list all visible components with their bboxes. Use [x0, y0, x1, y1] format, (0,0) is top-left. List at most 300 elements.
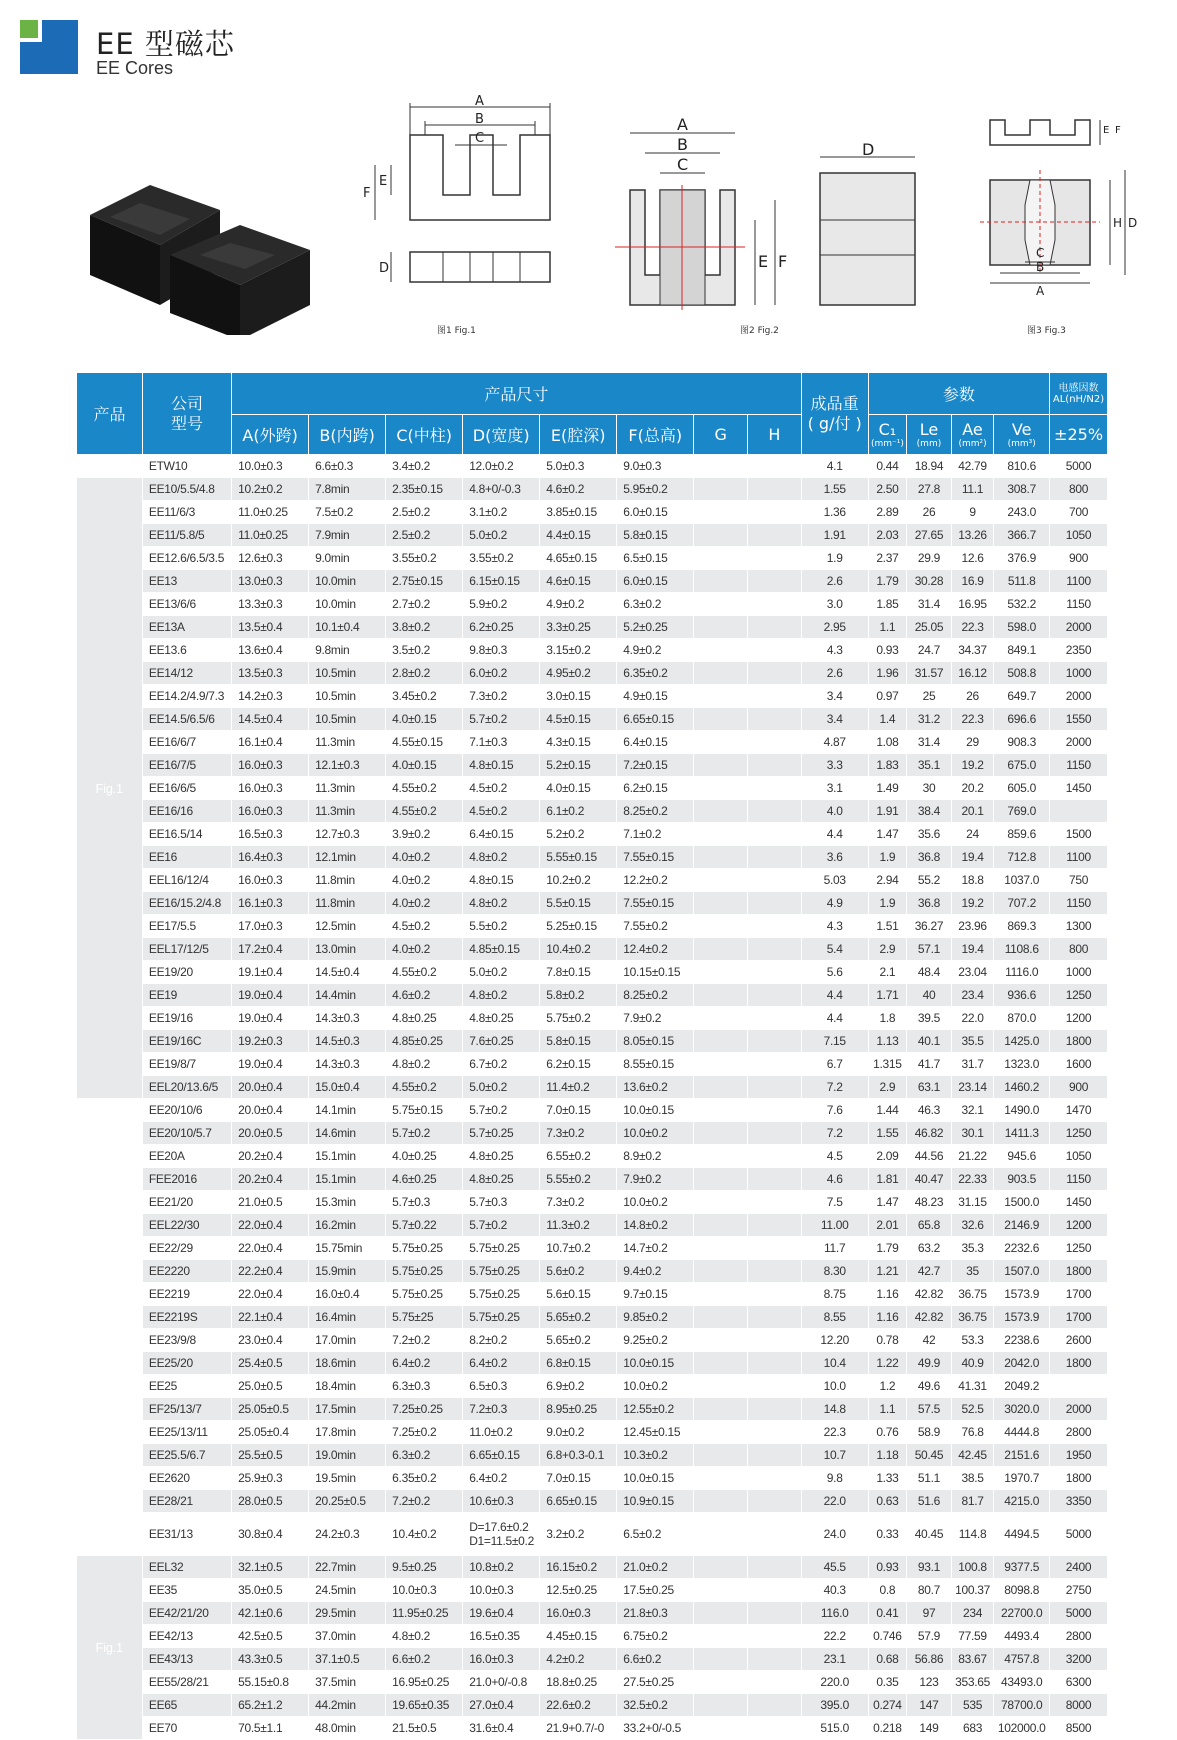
table-cell: 1150: [1050, 754, 1108, 777]
table-cell: 6.0±0.15: [617, 570, 694, 593]
table-row: [77, 478, 1108, 501]
table-cell: [694, 1671, 748, 1694]
table-cell: [748, 1076, 802, 1099]
table-cell: EE2620: [142, 1467, 231, 1490]
table-cell: [694, 708, 748, 731]
table-cell: 508.8: [994, 662, 1050, 685]
fig3-dim-f: F: [1115, 125, 1121, 136]
table-cell: EE20/10/5.7: [142, 1122, 231, 1145]
table-cell: [694, 915, 748, 938]
table-cell: 9.8±0.3: [463, 639, 540, 662]
table-cell: 20.0±0.5: [232, 1122, 309, 1145]
col-d: D(宽度): [463, 415, 540, 455]
table-cell: [694, 823, 748, 846]
table-cell: 9.0±0.2: [540, 1421, 617, 1444]
col-e: E(腔深): [540, 415, 617, 455]
table-cell: [694, 1648, 748, 1671]
table-cell: EE35: [142, 1579, 231, 1602]
table-cell: 2000: [1050, 1398, 1108, 1421]
table-cell: 3.1: [801, 777, 868, 800]
table-cell: 14.3±0.3: [309, 1007, 386, 1030]
table-cell: EE19/8/7: [142, 1053, 231, 1076]
table-cell: 4.3±0.15: [540, 731, 617, 754]
table-cell: 49.6: [907, 1375, 952, 1398]
table-cell: [748, 1694, 802, 1717]
table-cell: 1800: [1050, 1467, 1108, 1490]
fig3-dim-d: D: [1128, 216, 1138, 230]
table-cell: 32.1±0.5: [232, 1556, 309, 1579]
table-cell: [694, 1717, 748, 1740]
table-cell: EE22/29: [142, 1237, 231, 1260]
page-subtitle: EE Cores: [96, 58, 174, 78]
table-cell: 16.15±0.2: [540, 1556, 617, 1579]
table-cell: [748, 754, 802, 777]
table-cell: 4.5±0.15: [540, 708, 617, 731]
table-cell: 12.2±0.2: [617, 869, 694, 892]
table-cell: 4.55±0.2: [386, 777, 463, 800]
table-cell: 32.1: [951, 1099, 994, 1122]
fig3-dim-c: C: [1036, 246, 1045, 260]
table-cell: 5.7±0.2: [463, 708, 540, 731]
table-cell: EE14.5/6.5/6: [142, 708, 231, 731]
table-cell: 10.7: [801, 1444, 868, 1467]
fig3-dim-b: B: [1036, 260, 1045, 274]
table-cell: [748, 1007, 802, 1030]
table-cell: 0.93: [868, 639, 907, 662]
table-cell: 11.3±0.2: [540, 1214, 617, 1237]
table-cell: 1573.9: [994, 1283, 1050, 1306]
table-cell: [748, 1352, 802, 1375]
table-cell: 7.6±0.25: [463, 1030, 540, 1053]
table-cell: 20.1: [951, 800, 994, 823]
table-cell: 6.1±0.2: [540, 800, 617, 823]
table-cell: 2.9: [868, 1076, 907, 1099]
table-cell: 2146.9: [994, 1214, 1050, 1237]
table-cell: 19.4: [951, 846, 994, 869]
table-cell: 21.0±0.2: [617, 1556, 694, 1579]
table-row: [77, 984, 1108, 1007]
table-cell: 35.5: [951, 1030, 994, 1053]
table-cell: 22.0: [801, 1490, 868, 1513]
table-cell: 4.0±0.2: [386, 938, 463, 961]
table-cell: 17.8min: [309, 1421, 386, 1444]
table-cell: 14.5±0.4: [232, 708, 309, 731]
table-cell: 3.4: [801, 708, 868, 731]
table-cell: 4.85±0.15: [463, 938, 540, 961]
table-row: [77, 731, 1108, 754]
table-cell: 25.05±0.4: [232, 1421, 309, 1444]
table-cell: 11.8min: [309, 869, 386, 892]
table-cell: 1100: [1050, 570, 1108, 593]
table-cell: 5.5±0.2: [463, 915, 540, 938]
table-cell: 30.1: [951, 1122, 994, 1145]
table-cell: 25.5±0.5: [232, 1444, 309, 1467]
table-cell: 2.09: [868, 1145, 907, 1168]
table-cell: 23.4: [951, 984, 994, 1007]
table-cell: 63.2: [907, 1237, 952, 1260]
table-cell: 6.5±0.2: [617, 1513, 694, 1556]
table-cell: EE11/5.8/5: [142, 524, 231, 547]
fig1-drawing: [355, 95, 555, 305]
page-title: EE 型磁芯: [96, 27, 235, 61]
table-cell: 3.55±0.2: [463, 547, 540, 570]
table-cell: 77.59: [951, 1625, 994, 1648]
table-cell: [694, 1556, 748, 1579]
table-cell: 17.2±0.4: [232, 938, 309, 961]
table-cell: 50.45: [907, 1444, 952, 1467]
table-cell: [694, 1329, 748, 1352]
table-cell: 532.2: [994, 593, 1050, 616]
table-cell: 4.8+0/-0.3: [463, 478, 540, 501]
table-cell: 16.5±0.3: [232, 823, 309, 846]
table-cell: 10.5min: [309, 708, 386, 731]
figure-ref-cell: Fig.1: [77, 1556, 143, 1740]
table-cell: [1050, 800, 1108, 823]
table-cell: 81.7: [951, 1490, 994, 1513]
table-cell: 10.6±0.3: [463, 1490, 540, 1513]
table-cell: [694, 501, 748, 524]
table-cell: 2750: [1050, 1579, 1108, 1602]
table-cell: 2151.6: [994, 1444, 1050, 1467]
table-cell: [748, 1306, 802, 1329]
table-cell: 15.9min: [309, 1260, 386, 1283]
table-cell: 870.0: [994, 1007, 1050, 1030]
table-cell: 6.6±0.3: [309, 455, 386, 478]
table-cell: 4.87: [801, 731, 868, 754]
table-cell: 849.1: [994, 639, 1050, 662]
col-h: H: [748, 415, 802, 455]
table-cell: 5.75±0.15: [386, 1099, 463, 1122]
table-cell: EE25/13/11: [142, 1421, 231, 1444]
table-cell: 2.37: [868, 547, 907, 570]
table-cell: 1600: [1050, 1053, 1108, 1076]
col-f: F(总高): [617, 415, 694, 455]
table-cell: [694, 754, 748, 777]
table-cell: 10.7±0.2: [540, 1237, 617, 1260]
table-row: [77, 1602, 1108, 1625]
table-cell: 16.95: [951, 593, 994, 616]
table-cell: 5.75±25: [386, 1306, 463, 1329]
table-cell: 1573.9: [994, 1306, 1050, 1329]
table-cell: 21.9+0.7/-0: [540, 1717, 617, 1740]
table-cell: 12.55±0.2: [617, 1398, 694, 1421]
table-cell: 3.3: [801, 754, 868, 777]
table-cell: 31.15: [951, 1191, 994, 1214]
brand-logo: [20, 20, 78, 74]
table-cell: 114.8: [951, 1513, 994, 1556]
table-cell: [694, 616, 748, 639]
table-cell: 4.55±0.2: [386, 800, 463, 823]
table-cell: 5.75±0.25: [386, 1260, 463, 1283]
table-cell: 83.67: [951, 1648, 994, 1671]
fig3-dim-a: A: [1036, 284, 1045, 298]
table-cell: 8.95±0.25: [540, 1398, 617, 1421]
table-cell: 19.0min: [309, 1444, 386, 1467]
table-cell: 3.15±0.2: [540, 639, 617, 662]
table-cell: 395.0: [801, 1694, 868, 1717]
table-cell: 8.25±0.2: [617, 984, 694, 1007]
table-cell: 42.5±0.5: [232, 1625, 309, 1648]
col-group-params: 参数: [868, 373, 1049, 415]
table-cell: 9.5±0.25: [386, 1556, 463, 1579]
table-cell: [694, 1490, 748, 1513]
table-cell: 20.2±0.4: [232, 1168, 309, 1191]
table-cell: 869.3: [994, 915, 1050, 938]
table-cell: 6.0±0.15: [617, 501, 694, 524]
table-cell: 0.63: [868, 1490, 907, 1513]
table-cell: D=17.6±0.2 D1=11.5±0.2: [463, 1513, 540, 1556]
table-cell: 750: [1050, 869, 1108, 892]
table-cell: [694, 639, 748, 662]
table-row: [77, 892, 1108, 915]
table-cell: 6.7: [801, 1053, 868, 1076]
table-cell: 51.6: [907, 1490, 952, 1513]
table-cell: 4.8±0.2: [463, 892, 540, 915]
table-cell: 908.3: [994, 731, 1050, 754]
table-cell: EF25/13/7: [142, 1398, 231, 1421]
table-cell: 23.1: [801, 1648, 868, 1671]
table-cell: [694, 1398, 748, 1421]
table-cell: 8.25±0.2: [617, 800, 694, 823]
table-cell: 27.65: [907, 524, 952, 547]
table-cell: 10.5min: [309, 662, 386, 685]
table-body: [77, 455, 1108, 1740]
table-cell: 5.7±0.2: [463, 1099, 540, 1122]
table-cell: EE12.6/6.5/3.5: [142, 547, 231, 570]
table-cell: 5.0±0.3: [540, 455, 617, 478]
table-row: [77, 823, 1108, 846]
col-le-unit: (mm): [916, 439, 942, 449]
table-cell: 1.51: [868, 915, 907, 938]
table-cell: 16.0±0.3: [232, 800, 309, 823]
table-cell: 2000: [1050, 616, 1108, 639]
table-cell: [748, 1145, 802, 1168]
table-cell: 353.65: [951, 1671, 994, 1694]
table-cell: 4.8±0.25: [386, 1007, 463, 1030]
table-row: [77, 1007, 1108, 1030]
table-cell: EE13: [142, 570, 231, 593]
table-cell: 1.08: [868, 731, 907, 754]
table-row: [77, 1099, 1108, 1122]
table-cell: 18.4min: [309, 1375, 386, 1398]
table-row: [77, 616, 1108, 639]
table-cell: 25.0±0.5: [232, 1375, 309, 1398]
table-cell: 19.5min: [309, 1467, 386, 1490]
table-cell: 35: [951, 1260, 994, 1283]
col-c: C(中柱): [386, 415, 463, 455]
table-cell: 1.44: [868, 1099, 907, 1122]
table-cell: 36.27: [907, 915, 952, 938]
table-cell: 20.0±0.4: [232, 1076, 309, 1099]
table-cell: 4.4: [801, 1007, 868, 1030]
table-cell: 5.0±0.2: [463, 524, 540, 547]
fig3-dim-h: H: [1113, 216, 1123, 230]
table-cell: EE70: [142, 1717, 231, 1740]
table-cell: 6.8+0.3-0.1: [540, 1444, 617, 1467]
table-cell: 6.65±0.15: [540, 1490, 617, 1513]
table-cell: 4.9±0.2: [617, 639, 694, 662]
table-cell: EE16/6/7: [142, 731, 231, 754]
table-cell: 31.4: [907, 593, 952, 616]
table-cell: 5.75±0.25: [463, 1260, 540, 1283]
table-cell: 1.18: [868, 1444, 907, 1467]
table-cell: 11.95±0.25: [386, 1602, 463, 1625]
table-cell: 649.7: [994, 685, 1050, 708]
table-cell: 6.2±0.15: [617, 777, 694, 800]
table-cell: 3.6: [801, 846, 868, 869]
table-cell: [748, 1625, 802, 1648]
table-cell: 21.8±0.3: [617, 1602, 694, 1625]
table-cell: 63.1: [907, 1076, 952, 1099]
table-cell: 1.47: [868, 1191, 907, 1214]
table-row: [77, 1168, 1108, 1191]
table-row: [77, 593, 1108, 616]
col-group-al: 电感因数 AL(nH/N2): [1050, 373, 1108, 415]
table-cell: 42: [907, 1329, 952, 1352]
table-row: [77, 1260, 1108, 1283]
table-cell: 10.0±0.3: [386, 1579, 463, 1602]
table-cell: 4.8±0.2: [386, 1053, 463, 1076]
col-weight: 成品重 ( g/付 ): [801, 373, 868, 455]
table-cell: 4.4±0.15: [540, 524, 617, 547]
table-cell: 19.0±0.4: [232, 1007, 309, 1030]
table-cell: 1.2: [868, 1375, 907, 1398]
table-cell: 1050: [1050, 1145, 1108, 1168]
table-cell: 4.6±0.15: [540, 570, 617, 593]
table-cell: 53.3: [951, 1329, 994, 1352]
table-cell: 1300: [1050, 915, 1108, 938]
table-cell: 4.6±0.2: [386, 984, 463, 1007]
table-row: [77, 1556, 1108, 1579]
table-cell: 10.0±0.3: [232, 455, 309, 478]
table-cell: 2.94: [868, 869, 907, 892]
col-a: A(外跨): [232, 415, 309, 455]
table-cell: 7.3±0.2: [463, 685, 540, 708]
table-row: [77, 455, 1108, 478]
table-cell: EE31/13: [142, 1513, 231, 1556]
table-cell: EE2219S: [142, 1306, 231, 1329]
table-cell: 2.8±0.2: [386, 662, 463, 685]
table-cell: 3.0±0.15: [540, 685, 617, 708]
table-cell: 4215.0: [994, 1490, 1050, 1513]
table-cell: 44.2min: [309, 1694, 386, 1717]
table-row: [77, 1076, 1108, 1099]
table-cell: 12.4±0.2: [617, 938, 694, 961]
fig2-dim-c: C: [677, 155, 689, 174]
table-cell: 6.3±0.2: [386, 1444, 463, 1467]
table-cell: 6.75±0.2: [617, 1625, 694, 1648]
table-cell: 22.2: [801, 1625, 868, 1648]
fig1-dim-f: F: [363, 186, 371, 201]
table-cell: [694, 1283, 748, 1306]
table-cell: 13.3±0.3: [232, 593, 309, 616]
table-cell: 10.1±0.4: [309, 616, 386, 639]
table-cell: [694, 1444, 748, 1467]
table-cell: 800: [1050, 938, 1108, 961]
table-cell: 12.7±0.3: [309, 823, 386, 846]
table-cell: EE20/10/6: [142, 1099, 231, 1122]
table-cell: 6.4±0.2: [463, 1467, 540, 1490]
table-row: [77, 1694, 1108, 1717]
table-row: [77, 639, 1108, 662]
table-cell: 5.75±0.25: [386, 1283, 463, 1306]
table-cell: [748, 708, 802, 731]
table-cell: 3.3±0.25: [540, 616, 617, 639]
table-cell: 29.5min: [309, 1602, 386, 1625]
table-cell: [694, 731, 748, 754]
table-cell: 17.5min: [309, 1398, 386, 1421]
table-cell: 22.3: [951, 708, 994, 731]
table-cell: 22.3: [951, 616, 994, 639]
table-cell: 0.33: [868, 1513, 907, 1556]
table-row: [77, 1030, 1108, 1053]
table-cell: 5000: [1050, 1513, 1108, 1556]
table-cell: [694, 777, 748, 800]
col-product: 产品: [77, 373, 143, 455]
table-cell: 97: [907, 1602, 952, 1625]
table-cell: 20.0±0.4: [232, 1099, 309, 1122]
table-cell: 0.41: [868, 1602, 907, 1625]
fig3-caption: 图3 Fig.3: [1027, 326, 1066, 336]
table-cell: 11.8min: [309, 892, 386, 915]
table-cell: 2800: [1050, 1421, 1108, 1444]
table-cell: 14.1min: [309, 1099, 386, 1122]
table-cell: 4.0±0.2: [386, 846, 463, 869]
table-cell: 20.25±0.5: [309, 1490, 386, 1513]
table-cell: 3020.0: [994, 1398, 1050, 1421]
table-cell: 7.3±0.2: [540, 1191, 617, 1214]
table-row: [77, 1191, 1108, 1214]
table-cell: 40.9: [951, 1352, 994, 1375]
table-cell: 1470: [1050, 1099, 1108, 1122]
table-cell: 8.30: [801, 1260, 868, 1283]
table-cell: EEL32: [142, 1556, 231, 1579]
table-cell: EE16/7/5: [142, 754, 231, 777]
table-cell: 2.9: [868, 938, 907, 961]
table-cell: 5.6±0.15: [540, 1283, 617, 1306]
table-cell: 28.0±0.5: [232, 1490, 309, 1513]
table-cell: 6.55±0.2: [540, 1145, 617, 1168]
table-cell: [694, 547, 748, 570]
table-cell: 1.47: [868, 823, 907, 846]
table-cell: 10.15±0.15: [617, 961, 694, 984]
table-cell: 5.0±0.2: [463, 961, 540, 984]
table-cell: 4.5±0.2: [463, 777, 540, 800]
fig1-dim-d: D: [379, 261, 390, 276]
table-cell: 43.3±0.5: [232, 1648, 309, 1671]
table-cell: 4494.5: [994, 1513, 1050, 1556]
table-cell: 24.0: [801, 1513, 868, 1556]
table-cell: 1.91: [868, 800, 907, 823]
table-cell: 27.8: [907, 478, 952, 501]
table-cell: 1.49: [868, 777, 907, 800]
table-cell: EE11/6/3: [142, 501, 231, 524]
table-cell: 17.5±0.25: [617, 1579, 694, 1602]
table-cell: 7.15: [801, 1030, 868, 1053]
table-row: [77, 800, 1108, 823]
col-al: ±25%: [1050, 415, 1108, 455]
table-cell: 4.9: [801, 892, 868, 915]
table-cell: [694, 1579, 748, 1602]
table-cell: 1323.0: [994, 1053, 1050, 1076]
table-cell: 22.0: [951, 1007, 994, 1030]
table-cell: [694, 1076, 748, 1099]
table-cell: 810.6: [994, 455, 1050, 478]
table-cell: [694, 570, 748, 593]
table-cell: 25.4±0.5: [232, 1352, 309, 1375]
table-row: [77, 1375, 1108, 1398]
table-cell: 41.31: [951, 1375, 994, 1398]
